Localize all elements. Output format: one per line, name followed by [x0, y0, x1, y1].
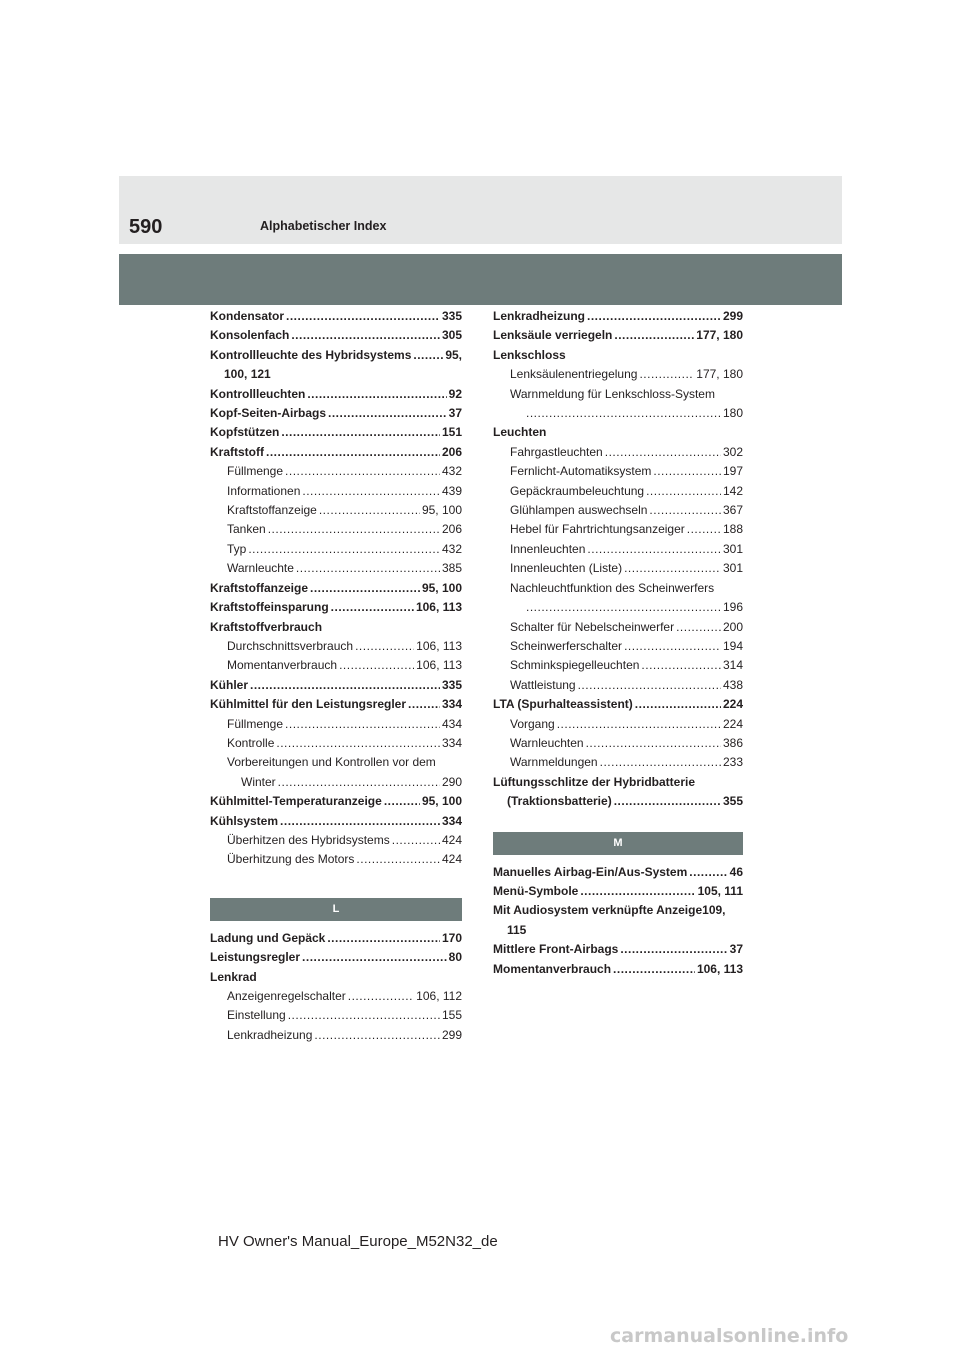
entry-page: 151	[441, 425, 462, 440]
entry-page: 46	[729, 864, 743, 879]
dot-leader	[356, 850, 440, 869]
entry-term: Durchschnittsverbrauch	[227, 638, 354, 653]
index-entry	[210, 734, 462, 753]
entry-term: Schminkspiegelleuchten	[510, 658, 640, 673]
index-entry	[210, 365, 462, 384]
dot-leader	[620, 940, 727, 959]
index-entry	[493, 482, 743, 501]
index-entry	[493, 423, 743, 442]
index-entry	[210, 850, 462, 869]
index-entry	[493, 901, 743, 920]
dot-leader	[676, 618, 721, 637]
entry-term: Konsolenfach	[210, 328, 290, 343]
index-entry	[493, 960, 743, 979]
index-entry	[210, 598, 462, 617]
letter-band-m: M	[493, 832, 743, 855]
index-entry	[493, 540, 743, 559]
entry-page: 105, 111	[697, 883, 743, 898]
entry-term: Glühlampen auswechseln	[510, 503, 648, 518]
dot-leader	[285, 462, 440, 481]
dot-leader	[355, 637, 414, 656]
entry-term: Fernlicht-Automatiksystem	[510, 464, 652, 479]
entry-term: Füllmenge	[227, 464, 284, 479]
index-entry	[210, 1006, 462, 1025]
dot-leader	[291, 326, 440, 345]
index-entry	[493, 346, 743, 365]
entry-term: Kraftstoff	[210, 444, 264, 459]
entry-page: 438	[722, 677, 743, 692]
index-entry	[210, 1026, 462, 1045]
index-entry	[210, 482, 462, 501]
entry-page: 434	[441, 716, 462, 731]
entry-term: Warnleuchte	[227, 561, 294, 576]
dot-leader	[348, 987, 414, 1006]
entry-page: 155	[441, 1008, 462, 1023]
entry-term: Wattleistung	[510, 677, 576, 692]
dot-leader	[266, 443, 440, 462]
entry-page: 196	[722, 600, 743, 615]
entry-page: 335	[441, 677, 462, 692]
index-entry	[493, 940, 743, 959]
entry-page: 177, 180	[696, 328, 743, 343]
index-entry	[210, 579, 462, 598]
entry-page: 299	[441, 1027, 462, 1042]
entry-page: 197	[722, 464, 743, 479]
dot-leader	[302, 948, 447, 967]
index-entry	[493, 579, 743, 598]
entry-term: Kontrollleuchte des Hybridsystems	[210, 347, 412, 362]
entry-term: Lenksäulenentriegelung	[510, 367, 638, 382]
dot-leader	[587, 307, 721, 326]
dot-leader	[646, 482, 721, 501]
index-entry	[210, 520, 462, 539]
entry-term: Kühlsystem	[210, 813, 279, 828]
entry-page: 206	[441, 444, 462, 459]
index-entry	[210, 968, 462, 987]
entry-term: Kühler	[210, 677, 249, 692]
entry-page: 95, 100	[421, 503, 462, 518]
entry-term: 100, 121	[224, 367, 271, 382]
index-entry	[493, 637, 743, 656]
entry-page: 314	[722, 658, 743, 673]
entry-term: Warnmeldungen	[510, 755, 598, 770]
dot-leader	[327, 929, 440, 948]
index-entry	[210, 559, 462, 578]
entry-term: Warnmeldung für Lenkschloss-System	[510, 386, 715, 401]
entry-page: 355	[722, 794, 743, 809]
index-entry	[210, 831, 462, 850]
index-entry	[493, 443, 743, 462]
index-entry	[210, 773, 462, 792]
dot-leader	[296, 559, 440, 578]
index-entry	[210, 792, 462, 811]
entry-term: Menü-Symbole	[493, 883, 579, 898]
index-entry	[493, 882, 743, 901]
entry-page: 170	[441, 930, 462, 945]
entry-page: 106, 113	[416, 658, 462, 673]
dot-leader	[314, 1026, 440, 1045]
entry-page: 37	[448, 406, 462, 421]
index-entry	[493, 326, 743, 345]
dot-leader	[689, 863, 727, 882]
index-entry	[493, 307, 743, 326]
entry-term: Kopfstützen	[210, 425, 280, 440]
index-entry	[493, 385, 743, 404]
dot-leader	[278, 773, 440, 792]
dot-leader	[302, 482, 440, 501]
index-entry	[210, 346, 462, 365]
entry-page: 200	[722, 619, 743, 634]
dot-leader	[580, 882, 695, 901]
entry-term: Kraftstoffverbrauch	[210, 619, 323, 634]
entry-page: 301	[722, 541, 743, 556]
entry-page: 334	[441, 735, 462, 750]
entry-term: Mit Audiosystem verknüpfte Anzeige109,	[493, 903, 726, 918]
entry-term: LTA (Spurhalteassistent)	[493, 697, 633, 712]
index-entry	[493, 921, 743, 940]
entry-page: 224	[722, 716, 743, 731]
entry-page: 106, 113	[416, 638, 462, 653]
entry-term: Mittlere Front-Airbags	[493, 942, 619, 957]
dot-leader	[285, 715, 440, 734]
entry-page: 334	[441, 697, 462, 712]
index-entry	[493, 462, 743, 481]
entry-term: Lenkradheizung	[227, 1027, 313, 1042]
section-title: Alphabetischer Index	[260, 219, 387, 233]
entry-term: Warnleuchten	[510, 735, 584, 750]
index-entry	[493, 715, 743, 734]
entry-term: Winter	[241, 774, 276, 789]
entry-page: 206	[441, 522, 462, 537]
entry-page: 302	[722, 444, 743, 459]
dot-leader	[248, 540, 440, 559]
index-entry	[493, 676, 743, 695]
index-entry	[493, 404, 743, 423]
index-entry	[210, 695, 462, 714]
page-number: 590	[129, 216, 163, 238]
dot-leader	[605, 443, 721, 462]
footer-manual-id: HV Owner's Manual_Europe_M52N32_de	[218, 1233, 498, 1250]
entry-term: 115	[507, 922, 527, 937]
entry-page: 299	[722, 309, 743, 323]
entry-term: Scheinwerferschalter	[510, 638, 623, 653]
dot-leader	[526, 598, 721, 617]
index-column-left	[210, 307, 462, 1045]
index-entry	[210, 618, 462, 637]
index-entry	[493, 863, 743, 882]
dot-leader	[288, 1006, 440, 1025]
index-entry	[493, 598, 743, 617]
dot-leader	[384, 792, 420, 811]
entry-term: Lenksäule verriegeln	[493, 328, 613, 343]
entry-page: 335	[441, 309, 462, 323]
entry-term: Innenleuchten	[510, 541, 586, 556]
entry-term: Ladung und Gepäck	[210, 930, 326, 945]
dot-leader	[641, 656, 721, 675]
dot-leader	[526, 404, 721, 423]
entry-page: 142	[722, 483, 743, 498]
entries-bottom	[493, 863, 743, 979]
entry-page: 301	[722, 561, 743, 576]
entry-term: Füllmenge	[227, 716, 284, 731]
index-entry	[210, 443, 462, 462]
entry-term: Momentanverbrauch	[227, 658, 338, 673]
entry-term: Innenleuchten (Liste)	[510, 561, 623, 576]
dot-leader	[614, 326, 694, 345]
header-band	[119, 254, 842, 305]
entry-page: 290	[441, 774, 462, 789]
index-entry	[210, 462, 462, 481]
dot-leader	[624, 637, 721, 656]
entry-term: Kraftstoffanzeige	[227, 503, 317, 518]
index-entry	[493, 656, 743, 675]
index-entry	[493, 559, 743, 578]
entry-term: Momentanverbrauch	[493, 961, 612, 976]
entry-page: 106, 113	[696, 961, 743, 976]
dot-leader	[276, 734, 440, 753]
entry-term: Schalter für Nebelscheinwerfer	[510, 619, 675, 634]
dot-leader	[281, 423, 440, 442]
watermark: carmanualsonline.info	[610, 1325, 849, 1347]
dot-leader	[586, 734, 721, 753]
entry-page: 424	[441, 832, 462, 847]
dot-leader	[613, 960, 695, 979]
entry-page: 95, 100	[421, 580, 462, 595]
entry-page: 106, 112	[416, 989, 462, 1003]
entry-page: 224	[722, 697, 743, 712]
entry-term: Kühlmittel für den Leistungsregler	[210, 697, 407, 712]
entry-page: 37	[729, 942, 743, 957]
entry-term: Informationen	[227, 483, 301, 498]
entry-page: 305	[441, 328, 462, 343]
entry-term: Vorbereitungen und Kontrollen vor dem	[227, 755, 436, 770]
entry-page: 177, 180	[696, 367, 743, 382]
dot-leader	[328, 404, 447, 423]
entry-page: 180	[722, 406, 743, 421]
header-bar	[119, 176, 842, 244]
index-entry	[210, 948, 462, 967]
entry-term: (Traktionsbatterie)	[507, 794, 612, 809]
dot-leader	[310, 579, 420, 598]
entry-page: 92	[448, 386, 462, 401]
dot-leader	[635, 695, 721, 714]
entry-term: Kraftstoffeinsparung	[210, 600, 329, 615]
dot-leader	[687, 520, 721, 539]
index-entry	[493, 501, 743, 520]
index-entry	[210, 404, 462, 423]
index-entry	[210, 676, 462, 695]
entry-page: 432	[441, 541, 462, 556]
entry-page: 95,	[445, 347, 462, 362]
entry-page: 194	[722, 638, 743, 653]
entry-page: 80	[448, 950, 462, 965]
index-entry	[210, 326, 462, 345]
entry-term: Leuchten	[493, 425, 547, 440]
dot-leader	[600, 753, 721, 772]
index-entry	[210, 987, 462, 1006]
index-entry	[493, 618, 743, 637]
index-entry	[210, 812, 462, 831]
index-entry	[493, 734, 743, 753]
index-entry	[210, 423, 462, 442]
index-entry	[210, 385, 462, 404]
entry-page: 367	[722, 503, 743, 518]
dot-leader	[649, 501, 721, 520]
index-entry	[210, 929, 462, 948]
index-entry	[493, 365, 743, 384]
entry-term: Kopf-Seiten-Airbags	[210, 406, 327, 421]
dot-leader	[250, 676, 440, 695]
index-entry	[493, 520, 743, 539]
entry-term: Kondensator	[210, 309, 285, 323]
entry-term: Kraftstoffanzeige	[210, 580, 309, 595]
entry-page: 439	[441, 483, 462, 498]
entry-term: Leistungsregler	[210, 950, 301, 965]
dot-leader	[587, 540, 721, 559]
entry-term: Anzeigenregelschalter	[227, 989, 346, 1003]
entry-term: Überhitzen des Hybridsystems	[227, 832, 390, 847]
dot-leader	[578, 676, 721, 695]
entry-term: Lüftungsschlitze der Hybridbatterie	[493, 774, 696, 789]
entry-term: Lenkrad	[210, 969, 257, 984]
dot-leader	[286, 307, 440, 326]
dot-leader	[280, 812, 440, 831]
entries-bottom	[210, 929, 462, 1045]
entry-term: Gepäckraumbeleuchtung	[510, 483, 645, 498]
dot-leader	[639, 365, 694, 384]
entry-term: Kontrolle	[227, 735, 275, 750]
dot-leader	[557, 715, 721, 734]
entry-page: 95, 100	[421, 794, 462, 809]
index-entry	[210, 501, 462, 520]
dot-leader	[331, 598, 414, 617]
entry-term: Tanken	[227, 522, 266, 537]
index-entry	[493, 773, 743, 792]
entry-page: 432	[441, 464, 462, 479]
dot-leader	[413, 346, 443, 365]
index-entry	[210, 715, 462, 734]
dot-leader	[653, 462, 721, 481]
entry-page: 188	[722, 522, 743, 537]
index-entry	[210, 656, 462, 675]
dot-leader	[614, 792, 721, 811]
entry-term: Fahrgastleuchten	[510, 444, 603, 459]
entry-term: Lenkradheizung	[493, 309, 586, 323]
dot-leader	[392, 831, 440, 850]
entry-page: 424	[441, 852, 462, 867]
entry-term: Typ	[227, 541, 247, 556]
entry-term: Kontrollleuchten	[210, 386, 306, 401]
entry-term: Nachleuchtfunktion des Scheinwerfers	[510, 580, 715, 595]
index-entry	[493, 753, 743, 772]
index-column-right	[493, 307, 743, 979]
entry-page: 385	[441, 561, 462, 576]
entry-term: Hebel für Fahrtrichtungsanzeiger	[510, 522, 685, 537]
entries-top	[493, 307, 743, 812]
index-entry	[493, 792, 743, 811]
dot-leader	[268, 520, 440, 539]
entry-page: 233	[722, 755, 743, 770]
entry-term: Kühlmittel-Temperaturanzeige	[210, 794, 382, 809]
entry-page: 106, 113	[415, 600, 462, 615]
entry-term: Einstellung	[227, 1008, 286, 1023]
index-entry	[210, 307, 462, 326]
letter-band-l: L	[210, 898, 462, 921]
dot-leader	[319, 501, 420, 520]
entry-term: Überhitzung des Motors	[227, 852, 355, 867]
dot-leader	[307, 385, 446, 404]
index-entry	[210, 540, 462, 559]
entry-term: Manuelles Airbag-Ein/Aus-System	[493, 864, 688, 879]
entry-page: 386	[722, 735, 743, 750]
index-entry	[210, 637, 462, 656]
entries-top	[210, 307, 462, 870]
entry-term: Lenkschloss	[493, 347, 566, 362]
entry-term: Vorgang	[510, 716, 555, 731]
dot-leader	[408, 695, 440, 714]
dot-leader	[624, 559, 721, 578]
index-entry	[493, 695, 743, 714]
dot-leader	[339, 656, 414, 675]
index-entry	[210, 753, 462, 772]
entry-page: 334	[441, 813, 462, 828]
